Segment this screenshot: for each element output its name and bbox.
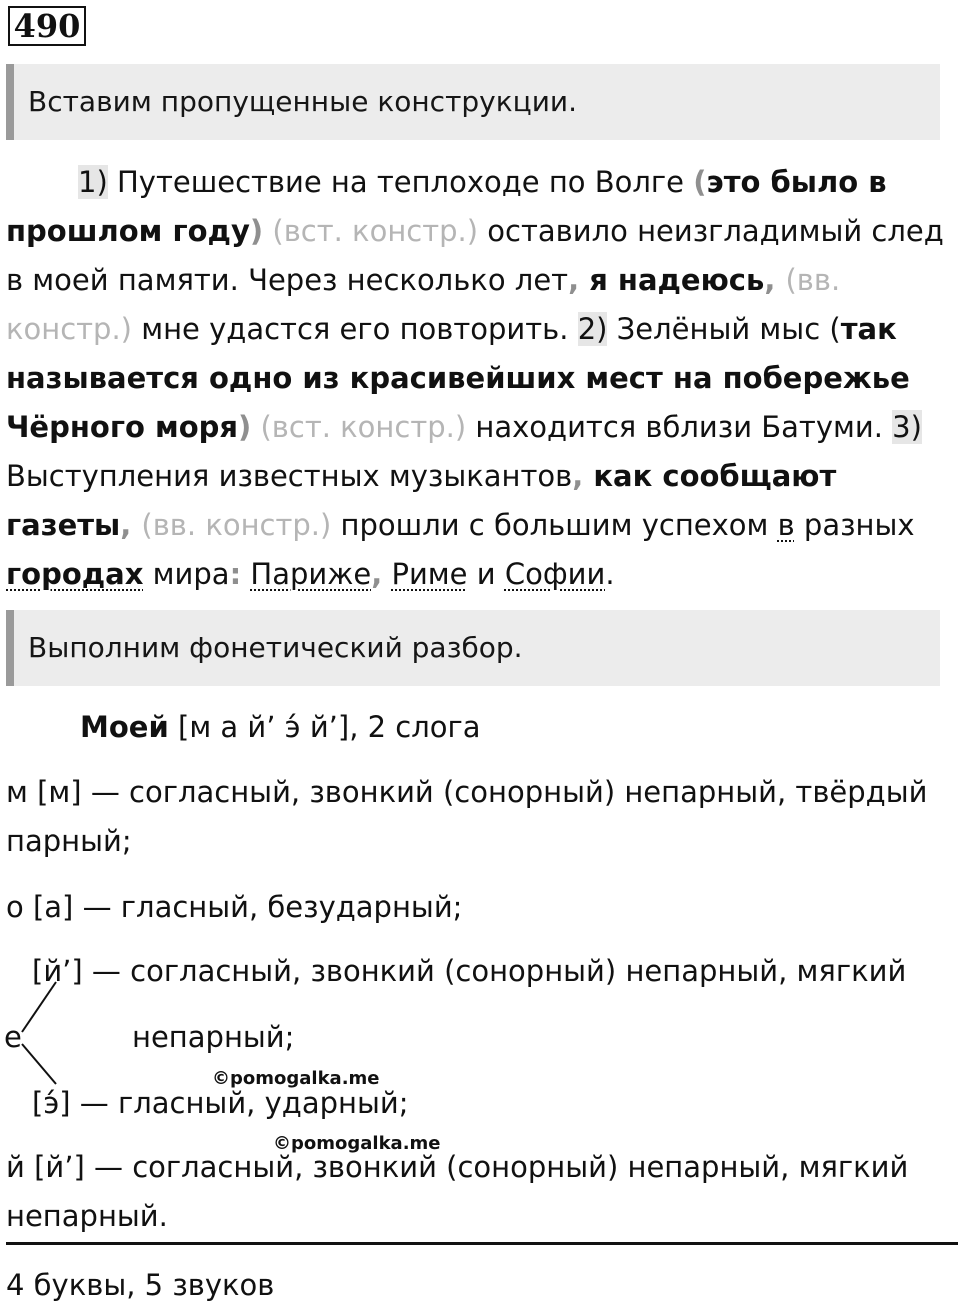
text-fragment: Зелёный мыс (	[607, 312, 841, 346]
analysis-line-e-j: [й’] — согласный, звонкий (сонорный) непарный, мягкий	[32, 954, 907, 988]
text-fragment: находится вблизи Батуми.	[475, 410, 893, 444]
underlined-word: Париже	[250, 557, 372, 591]
watermark: ©pomogalka.me	[212, 1068, 380, 1089]
text-fragment: мне удастся его повторить.	[132, 312, 578, 346]
divider	[6, 1242, 958, 1245]
word-header	[80, 704, 481, 750]
sentence-number-3: 3)	[892, 410, 922, 444]
comma-mark: ,	[371, 557, 383, 591]
analyzed-word: Моей	[80, 710, 169, 744]
bracket-close: )	[238, 410, 252, 444]
construction-note: (вв. констр.)	[6, 263, 841, 346]
underlined-word: в	[777, 508, 795, 542]
generalizing-word: городах	[6, 557, 144, 591]
inserted-construction-2: так называется одно из красивейших мест на побережье Чёрного моря	[6, 312, 910, 444]
comma-mark: ,	[568, 263, 590, 297]
comma-mark: ,	[572, 459, 594, 493]
exercise-text	[6, 158, 954, 599]
comma-mark: ,	[764, 263, 786, 297]
analysis-line-y: й [й’] — согласный, звонкий (сонорный) непарный, мягкий	[6, 1150, 909, 1184]
analysis-line-m: м [м] — согласный, звонкий (сонорный) непарный, твёрдый	[6, 775, 928, 809]
analysis-line-y-cont: непарный.	[6, 1199, 168, 1233]
task-number: 490	[8, 6, 86, 46]
bracket-open: (	[693, 165, 707, 199]
construction-note: (вст. констр.)	[263, 214, 488, 248]
analysis-line-e-e: [э́] — гласный, ударный;	[32, 1086, 409, 1120]
analysis-line-o: о [а] — гласный, безударный;	[6, 890, 463, 924]
text-fragment: и	[467, 557, 505, 591]
construction-note: (вв. констр.)	[141, 508, 332, 542]
underlined-word: Риме	[391, 557, 468, 591]
section-heading-phonetic: Выполним фонетический разбор.	[6, 610, 940, 686]
introductory-construction-1: я надеюсь	[589, 263, 765, 297]
underlined-word: Софии	[504, 557, 606, 591]
text-fragment: .	[605, 557, 615, 591]
analysis-line-m-cont: парный;	[6, 824, 132, 858]
inserted-construction-1: это было в прошлом году	[6, 165, 887, 248]
watermark: ©pomogalka.me	[273, 1133, 441, 1154]
text-fragment: Выступления известных музыкантов	[6, 459, 573, 493]
text-fragment: Путешествие на теплоходе по Волге	[107, 165, 694, 199]
summary: 4 буквы, 5 звуков	[6, 1268, 275, 1302]
colon-mark: :	[229, 557, 242, 591]
text-fragment: оставило неизгладимый след в моей памяти. Через несколько лет	[6, 214, 944, 297]
section-heading-insert: Вставим пропущенные конструкции.	[6, 64, 940, 140]
text-fragment: мира	[143, 557, 230, 591]
introductory-construction-2: как сообщают газеты	[6, 459, 837, 542]
text-fragment: разных	[794, 508, 915, 542]
sentence-number-1: 1)	[78, 165, 108, 199]
construction-note: (вст. констр.)	[251, 410, 476, 444]
sentence-number-2: 2)	[577, 312, 608, 346]
text-fragment: прошли с большим успехом	[331, 508, 778, 542]
transcription: [м а й’ э́ й’], 2 слога	[168, 710, 481, 744]
analysis-line-e-j-cont: непарный;	[132, 1020, 295, 1054]
bracket-close: )	[249, 214, 264, 248]
comma-mark: ,	[120, 508, 142, 542]
letter-e: е	[4, 1020, 22, 1054]
